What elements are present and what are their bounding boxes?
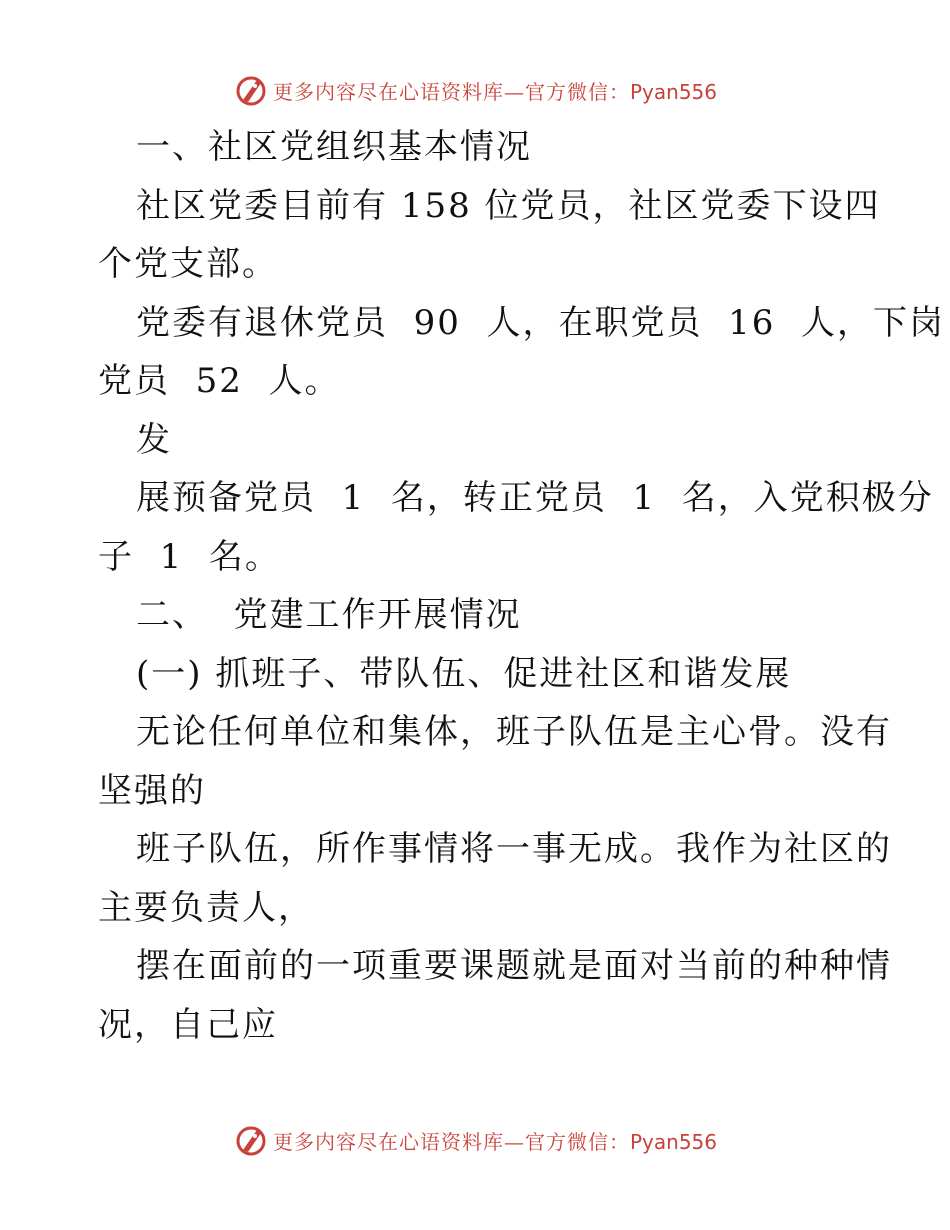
text-line: 二、 党建工作开展情况 [136,595,522,635]
text-line: 党员 52 人。 [98,361,341,401]
banner-text-cn: 更多内容尽在心语资料库—官方微信： [272,1129,630,1154]
text-line: 展预备党员 1 名，转正党员 1 名，入党积极分 [136,478,934,518]
text-line: 坚强的 [98,770,206,811]
banner-content [233,1122,717,1158]
text-line: (一) 抓班子、带队伍、促进社区和谐发展 [136,653,792,694]
pen-nib-logo-icon [233,1122,269,1158]
text-line: 党委有退休党员 90 人，在职党员 16 人，下岗 [136,302,945,343]
text-line: 摆在面前的一项重要课题就是面对当前的种种情 [136,946,892,986]
footer-banner [0,1120,950,1160]
banner-text-cn: 更多内容尽在心语资料库—官方微信： [272,79,630,104]
text-line: 发 [136,419,172,460]
pen-nib-logo-icon [233,72,269,108]
text-line: 一、社区党组织基本情况 [136,127,532,167]
text-line: 主要负责人， [98,887,314,928]
document-body [98,118,945,1054]
text-line: 无论任何单位和集体，班子队伍是主心骨。没有 [136,712,892,752]
banner-wechat-id: Pyan556 [629,79,717,104]
text-line: 个党支部。 [98,244,278,284]
text-line: 班子队伍，所作事情将一事无成。我作为社区的 [136,829,892,869]
text-line: 况，自己应 [98,1004,278,1045]
banner-wechat-id: Pyan556 [629,1129,717,1154]
banner-text [273,1126,717,1155]
text-line: 社区党委目前有 158 位党员，社区党委下设四 [136,185,881,226]
text-line: 子 1 名。 [98,536,281,577]
banner-text [273,76,717,105]
header-banner [0,70,950,110]
banner-content [233,72,717,108]
